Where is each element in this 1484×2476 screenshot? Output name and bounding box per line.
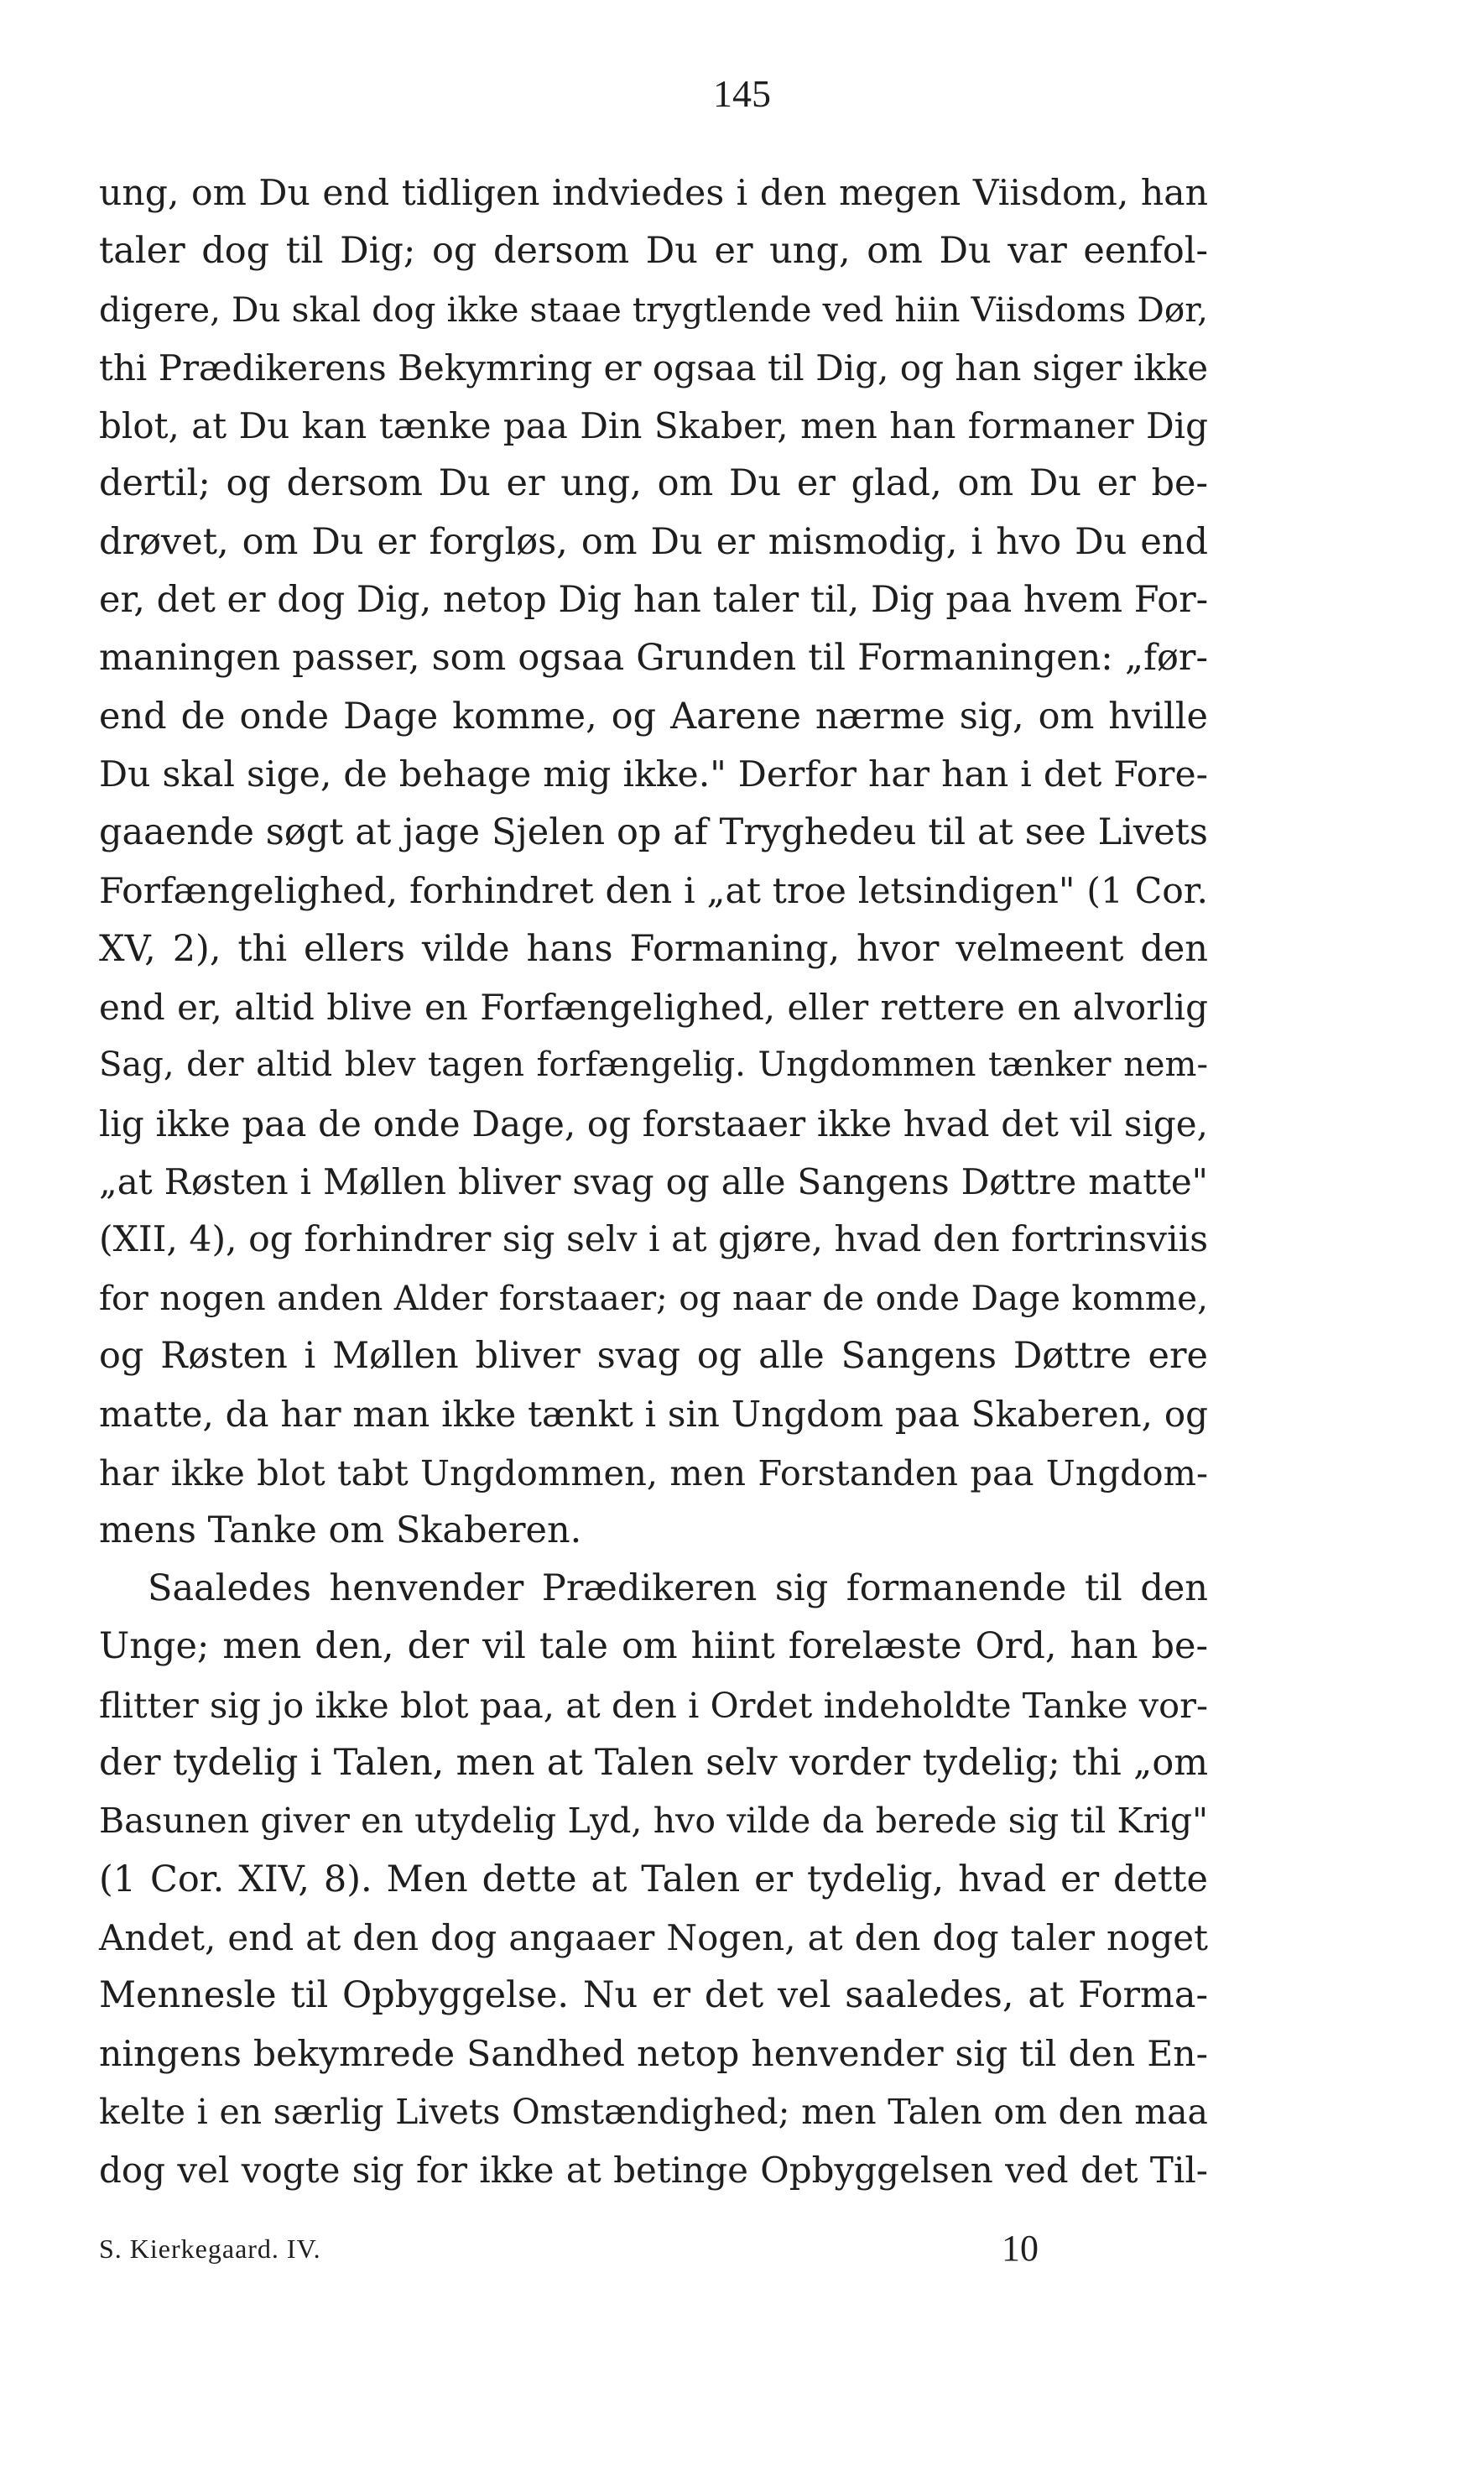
text-line: Unge; men den, der vil tale om hiint forelæste Ord, han be-: [99, 1625, 1208, 1668]
text-line: blot, at Du kan tænke paa Din Skaber, men han formaner Dig: [99, 405, 1208, 447]
page-footer: [99, 2223, 1089, 2274]
text-line: flitter sig jo ikke blot paa, at den i Ordet indeholdte Tanke vor-: [99, 1684, 1208, 1726]
text-line: Du skal sige, de behage mig ikke." Derfor har han i det Fore-: [99, 753, 1208, 795]
text-line: og Røsten i Møllen bliver svag og alle Sangens Døttre ere: [99, 1334, 1208, 1377]
text-line: lig ikke paa de onde Dage, og forstaaer ikke hvad det vil sige,: [99, 1102, 1208, 1144]
text-line: kelte i en særlig Livets Omstændighed; men Talen om den maa: [99, 2091, 1208, 2132]
text-line: Mennesle til Opbyggelse. Nu er det vel saaledes, at Forma-: [99, 1974, 1208, 2017]
text-line-paragraph-start: Saaledes henvender Prædikeren sig formanende til den: [148, 1567, 1208, 1610]
text-line: end de onde Dage komme, og Aarene nærme sig, om hville: [99, 695, 1208, 738]
text-line: (XII, 4), og forhindrer sig selv i at gjøre, hvad den fortrinsviis: [99, 1219, 1209, 1261]
text-line: drøvet, om Du er forgløs, om Du er mismodig, i hvo Du end: [99, 520, 1208, 563]
text-line: thi Prædikerens Bekymring er ogsaa til Dig, og han siger ikke: [99, 347, 1209, 388]
printer-signature: S. Kierkegaard. IV.: [99, 2234, 321, 2264]
text-line: er, det er dog Dig, netop Dig han taler til, Dig paa hvem For-: [99, 579, 1209, 622]
text-line: Sag, der altid blev tagen forfængelig. Ungdommen tænker nem-: [99, 1045, 1208, 1085]
text-line: matte, da har man ikke tænkt i sin Ungdom paa Skaberen, og: [99, 1394, 1208, 1436]
text-line: taler dog til Dig; og dersom Du er ung, om Du var eenfol-: [99, 230, 1208, 273]
text-line: har ikke blot tabt Ungdommen, men Forstanden paa Ungdom-: [99, 1452, 1208, 1493]
body-text: [99, 164, 1208, 2199]
text-line: digere, Du skal dog ikke staae trygtlende ved hiin Viisdoms Dør,: [99, 289, 1208, 330]
text-line: Forfængelighed, forhindret den i „at troe letsindigen" (1 Cor.: [99, 870, 1208, 912]
text-line: (1 Cor. XIV, 8). Men dette at Talen er tydelig, hvad er dette: [99, 1858, 1208, 1900]
text-line: XV, 2), thi ellers vilde hans Formaning, hvor velmeent den: [99, 927, 1208, 970]
text-line: dertil; og dersom Du er ung, om Du er glad, om Du er be-: [99, 462, 1208, 505]
text-line: maningen passer, som ogsaa Grunden til Formaningen: „før-: [99, 637, 1208, 680]
page-number: 145: [713, 72, 771, 115]
text-line: ningens bekymrede Sandhed netop henvender sig til den En-: [99, 2033, 1208, 2075]
text-line: end er, altid blive en Forfængelighed, eller rettere en alvorlig: [99, 987, 1208, 1029]
text-line: dog vel vogte sig for ikke at betinge Opbyggelsen ved det Til-: [99, 2150, 1208, 2192]
text-line: gaaende søgt at jage Sjelen op af Tryghedeu til at see Livets: [99, 811, 1208, 854]
text-line: for nogen anden Alder forstaaer; og naar de onde Dage komme,: [99, 1277, 1208, 1318]
text-line: „at Røsten i Møllen bliver svag og alle Sangens Døttre matte": [99, 1161, 1208, 1203]
text-line-paragraph-end: mens Tanke om Skaberen.: [99, 1509, 582, 1551]
text-line: Basunen giver en utydelig Lyd, hvo vilde da berede sig til Krig": [99, 1801, 1208, 1842]
text-line: ung, om Du end tidligen indviedes i den megen Viisdom, han: [99, 173, 1208, 214]
text-line: der tydelig i Talen, men at Talen selv vorder tydelig; thi „om: [99, 1742, 1208, 1785]
sheet-number: 10: [1002, 2228, 1039, 2269]
text-line: Andet, end at den dog angaaer Nogen, at den dog taler noget: [99, 1916, 1208, 1958]
